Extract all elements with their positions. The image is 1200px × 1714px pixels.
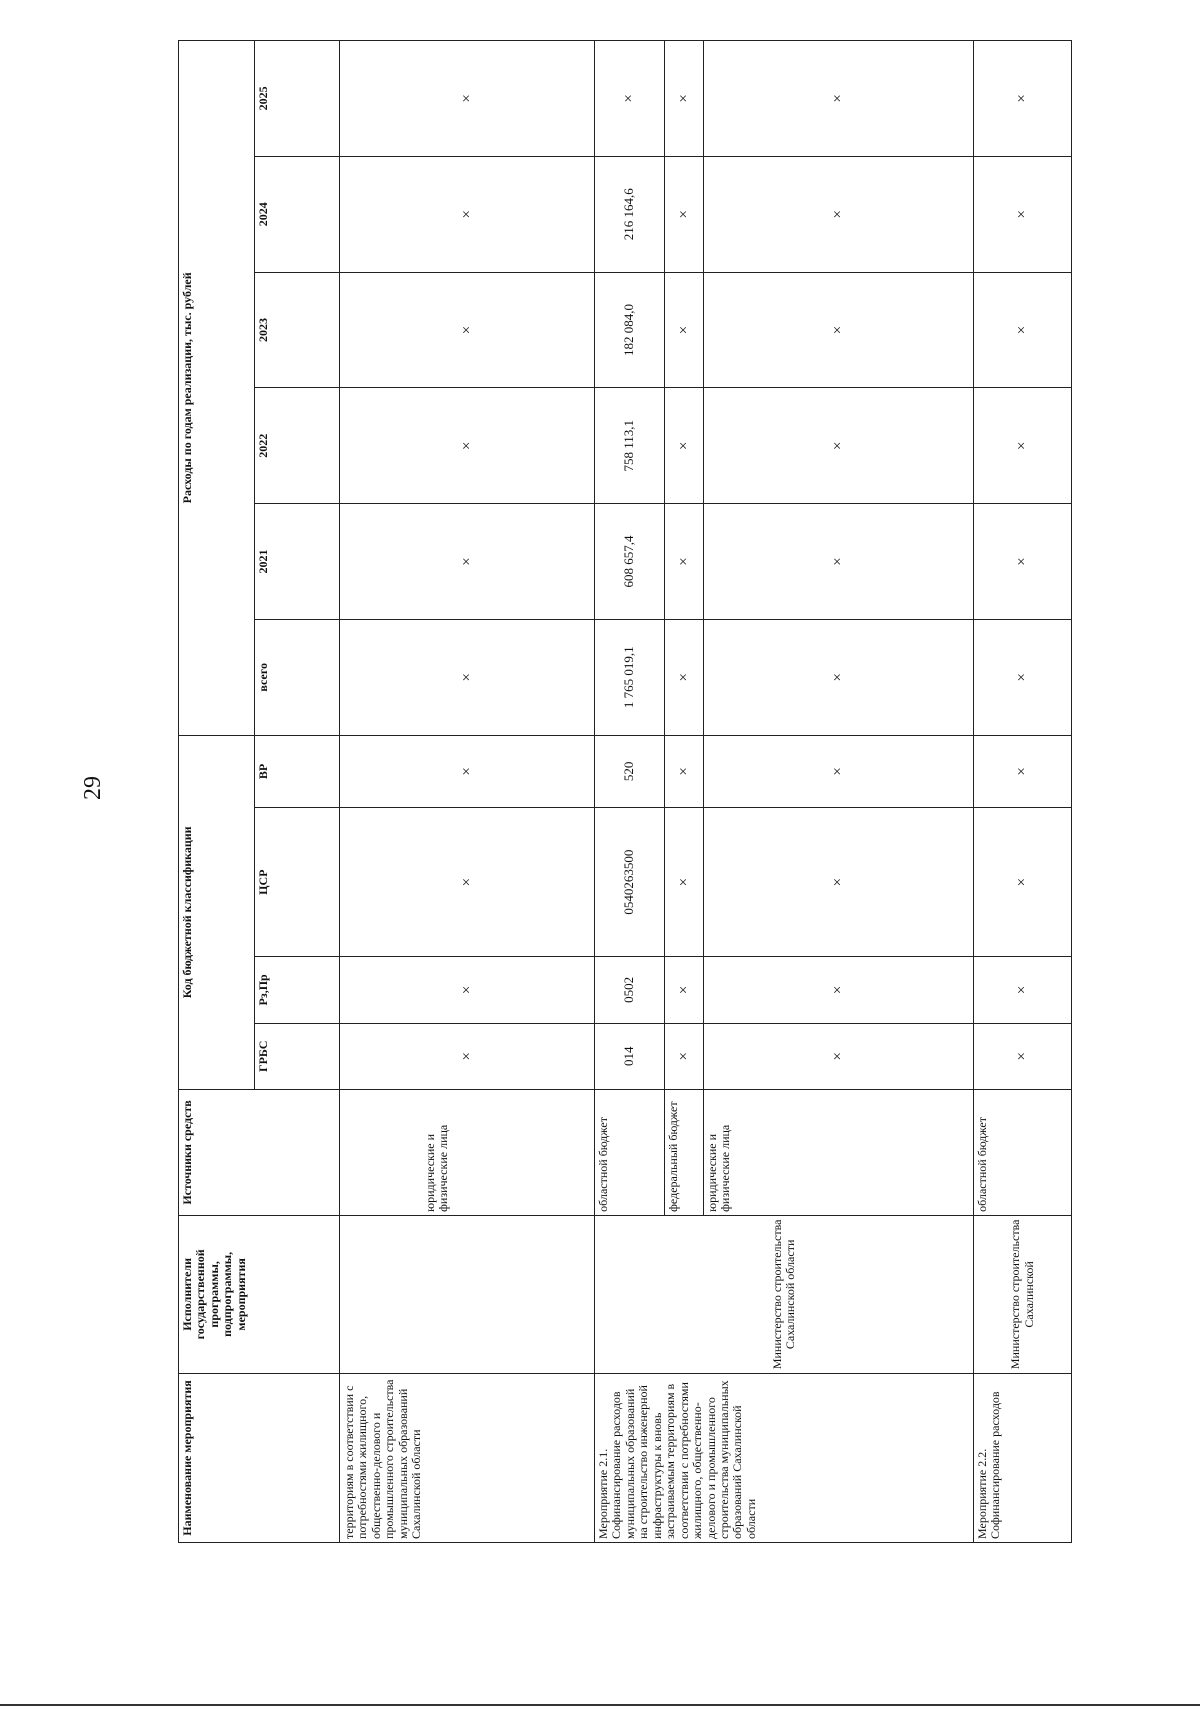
cell-grbs: × bbox=[974, 1023, 1072, 1089]
cell-rzpr: × bbox=[340, 957, 595, 1023]
cell-2022: × bbox=[340, 388, 595, 504]
cell-2025: × bbox=[665, 41, 704, 157]
cell-2021: × bbox=[665, 504, 704, 620]
cell-vr: × bbox=[974, 735, 1072, 807]
cell-2025: × bbox=[340, 41, 595, 157]
cell-total: × bbox=[974, 619, 1072, 735]
page-number: 29 bbox=[80, 776, 106, 800]
header-year-2021: 2021 bbox=[255, 504, 340, 620]
cell-2024: × bbox=[340, 156, 595, 272]
row-source: юридические и физические лица bbox=[704, 1090, 974, 1216]
cell-2023: × bbox=[974, 272, 1072, 388]
cell-2022: × bbox=[665, 388, 704, 504]
cell-grbs: × bbox=[704, 1023, 974, 1089]
cell-rzpr: × bbox=[665, 957, 704, 1023]
budget-table bbox=[178, 40, 1072, 1543]
header-executors: Исполнители государственной программы, подпрограммы, мероприятия bbox=[179, 1215, 340, 1373]
cell-total: × bbox=[340, 619, 595, 735]
bottom-rule bbox=[0, 1704, 1200, 1706]
cell-grbs: 014 bbox=[595, 1023, 665, 1089]
table-row bbox=[974, 41, 1072, 1543]
row-executor bbox=[340, 1215, 595, 1373]
table-row bbox=[595, 41, 665, 1543]
cell-rzpr: 0502 bbox=[595, 957, 665, 1023]
cell-total: × bbox=[704, 619, 974, 735]
cell-total: 1 765 019,1 bbox=[595, 619, 665, 735]
cell-csr: 0540263500 bbox=[595, 808, 665, 957]
header-year-2023: 2023 bbox=[255, 272, 340, 388]
cell-grbs: × bbox=[665, 1023, 704, 1089]
header-year-2022: 2022 bbox=[255, 388, 340, 504]
cell-2023: × bbox=[340, 272, 595, 388]
cell-vr: × bbox=[704, 735, 974, 807]
cell-2024: 216 164,6 bbox=[595, 156, 665, 272]
cell-csr: × bbox=[704, 808, 974, 957]
cell-grbs: × bbox=[340, 1023, 595, 1089]
cell-total: × bbox=[665, 619, 704, 735]
row-source: областной бюджет bbox=[974, 1090, 1072, 1216]
header-budget-code-group: Код бюджетной классификации bbox=[179, 735, 255, 1089]
cell-vr: × bbox=[665, 735, 704, 807]
cell-2024: × bbox=[665, 156, 704, 272]
cell-vr: × bbox=[340, 735, 595, 807]
cell-2021: × bbox=[704, 504, 974, 620]
row-name: Мероприятие 2.2. Софинансирование расходов bbox=[974, 1373, 1072, 1542]
cell-2021: 608 657,4 bbox=[595, 504, 665, 620]
cell-2025: × bbox=[595, 41, 665, 157]
row-name: территориям в соответствии с потребностями жилищного, общественно-делового и промышленного строительства муниципальных образований Сахалинской области bbox=[340, 1373, 595, 1542]
cell-2024: × bbox=[704, 156, 974, 272]
header-total: всего bbox=[255, 619, 340, 735]
cell-csr: × bbox=[974, 808, 1072, 957]
cell-2022: × bbox=[974, 388, 1072, 504]
cell-2025: × bbox=[704, 41, 974, 157]
cell-2025: × bbox=[974, 41, 1072, 157]
header-row-1 bbox=[179, 41, 255, 1543]
cell-2021: × bbox=[974, 504, 1072, 620]
rotated-table-container bbox=[178, 40, 1071, 1543]
header-grbs: ГРБС bbox=[255, 1023, 340, 1089]
header-csr: ЦСР bbox=[255, 808, 340, 957]
cell-2024: × bbox=[974, 156, 1072, 272]
cell-csr: × bbox=[665, 808, 704, 957]
cell-2023: × bbox=[665, 272, 704, 388]
cell-2022: 758 113,1 bbox=[595, 388, 665, 504]
cell-2023: 182 084,0 bbox=[595, 272, 665, 388]
row-executor: Министерство строительства Сахалинской области bbox=[595, 1215, 974, 1373]
cell-vr: 520 bbox=[595, 735, 665, 807]
header-year-2025: 2025 bbox=[255, 41, 340, 157]
row-source: областной бюджет bbox=[595, 1090, 665, 1216]
cell-csr: × bbox=[340, 808, 595, 957]
header-sources: Источники средств bbox=[179, 1090, 340, 1216]
cell-2023: × bbox=[704, 272, 974, 388]
row-name: Мероприятие 2.1. Софинансирование расходов муниципальных образований на строительство инженерной инфраструктуры к вновь застраиваемым территориям в соответствии с потребностями жилищного, общественно-делового и промышленного строительства муниципальных образований Сахалинской области bbox=[595, 1373, 974, 1542]
header-year-2024: 2024 bbox=[255, 156, 340, 272]
header-name: Наименование мероприятия bbox=[179, 1373, 340, 1542]
row-source: юридические и физические лица bbox=[340, 1090, 595, 1216]
header-rzpr: Рз,Пр bbox=[255, 957, 340, 1023]
cell-2021: × bbox=[340, 504, 595, 620]
row-source: федеральный бюджет bbox=[665, 1090, 704, 1216]
header-expenses-group: Расходы по годам реализации, тыс. рублей bbox=[179, 41, 255, 736]
header-vr: ВР bbox=[255, 735, 340, 807]
row-executor: Министерство строительства Сахалинской bbox=[974, 1215, 1072, 1373]
cell-rzpr: × bbox=[704, 957, 974, 1023]
table-row bbox=[340, 41, 595, 1543]
cell-rzpr: × bbox=[974, 957, 1072, 1023]
cell-2022: × bbox=[704, 388, 974, 504]
